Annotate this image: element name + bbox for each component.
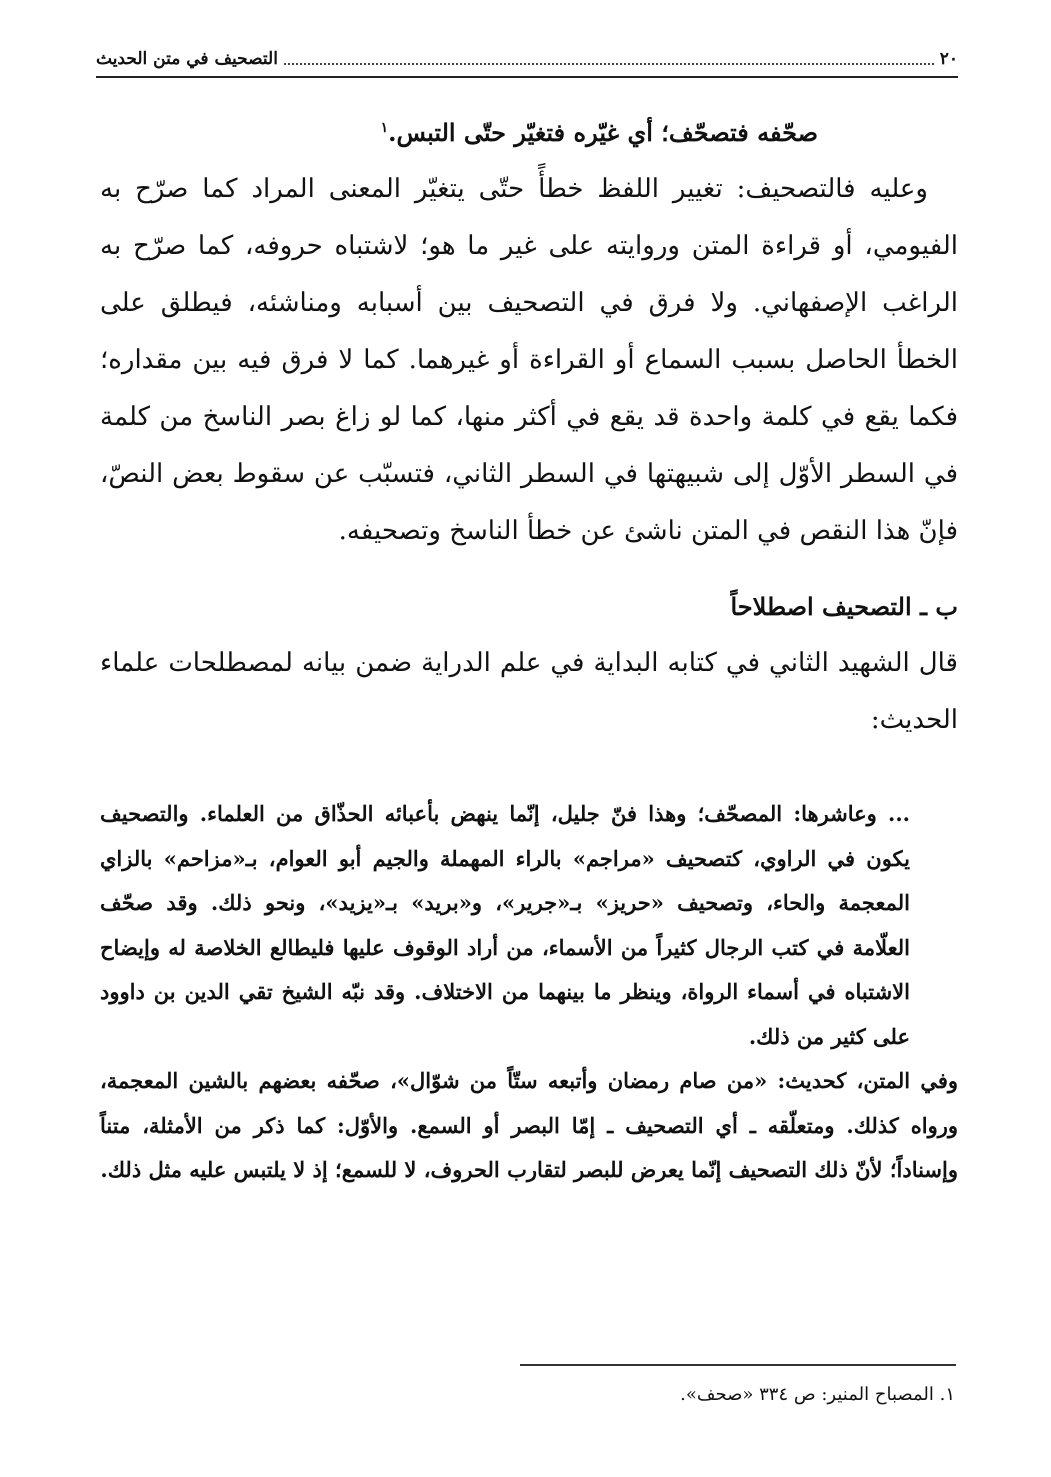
- quote-paragraph-1: ... وعاشرها: المصحّف؛ وهذا فنّ جليل، إنّما ينهض بأعبائه الحذّاق من العلماء. والتصحيف يكون في الراوي، كتصحيف «مراجم» بالراء المهملة والجيم أبو العوام، بـ«مزاحم» بالزاي المعجمة والحاء، وتصحيف «حريز» بـ«جرير»، و«بريد» بـ«يزيد»، ونحو ذلك. وقد صحّف العلّامة في كتب الرجال كثيراً من الأسماء، من أراد الوقوف عليها فليطالع الخلاصة له وإيضاح الاشتباه في أسماء الرواة، وينظر ما بينهما من الاختلاف. وقد نبّه الشيخ تقي الدين بن داوود على كثير من ذلك.: [100, 801, 910, 1049]
- quote-paragraph-2: وفي المتن، كحديث: «من صام رمضان وأتبعه ستّاً من شوّال»، صحّفه بعضهم بالشين المعجمة، ورواه كذلك. ومتعلّقه ـ أي التصحيف ـ إمّا البصر أو السمع. والأوّل: كما ذكر من الأمثلة، متناً وإسناداً؛ لأنّ ذلك التصحيف إنّما يعرض للبصر لتقارب الحروف، لا للسمع؛ إذ لا يلتبس عليه مثل ذلك.: [100, 1068, 958, 1182]
- block-quote: [100, 792, 958, 1193]
- running-title: التصحيف في متن الحديث: [96, 49, 278, 69]
- header-dot-leader: [284, 63, 934, 65]
- paragraph-1: وعليه فالتصحيف: تغيير اللفظ خطأً حتّى يتغيّر المعنى المراد كما صرّح به الفيومي، أو قراءة المتن وروايته على غير ما هو؛ لاشتباه حروفه، كما صرّح به الراغب الإصفهاني. ولا فرق في التصحيف بين أسبابه ومناشئه، فيطلق على الخطأ الحاصل بسبب السماع أو القراءة أو غيرهما. كما لا فرق فيه بين مقداره؛ فكما يقع في كلمة واحدة قد يقع في أكثر منها، كما لو زاغ بصر الناسخ من كلمة في السطر الأوّل إلى شبيهتها في السطر الثاني، فتسبّب عن سقوط بعض النصّ، فإنّ هذا النقص في المتن ناشئ عن خطأ الناسخ وتصحيفه.: [100, 174, 958, 546]
- paragraph-2: قال الشهيد الثاني في كتابه البداية في علم الدراية ضمن بيانه لمصطلحات علماء الحديث:: [100, 648, 958, 735]
- definition-text: صحّفه فتصحّف؛ أي غيّره فتغيّر حتّى التبس.: [388, 118, 818, 147]
- section-heading: ب ـ التصحيف اصطلاحاً: [730, 592, 958, 621]
- main-text: [100, 104, 958, 749]
- page-header: [96, 42, 958, 78]
- footnote-separator: [520, 1364, 956, 1366]
- definition-line: [100, 104, 958, 161]
- page-number: ٢٠: [939, 49, 958, 69]
- footnote: ١. المصباح المنير: ص ٣٣٤ «صحف».: [680, 1384, 955, 1405]
- footnote-ref: ١: [380, 120, 389, 136]
